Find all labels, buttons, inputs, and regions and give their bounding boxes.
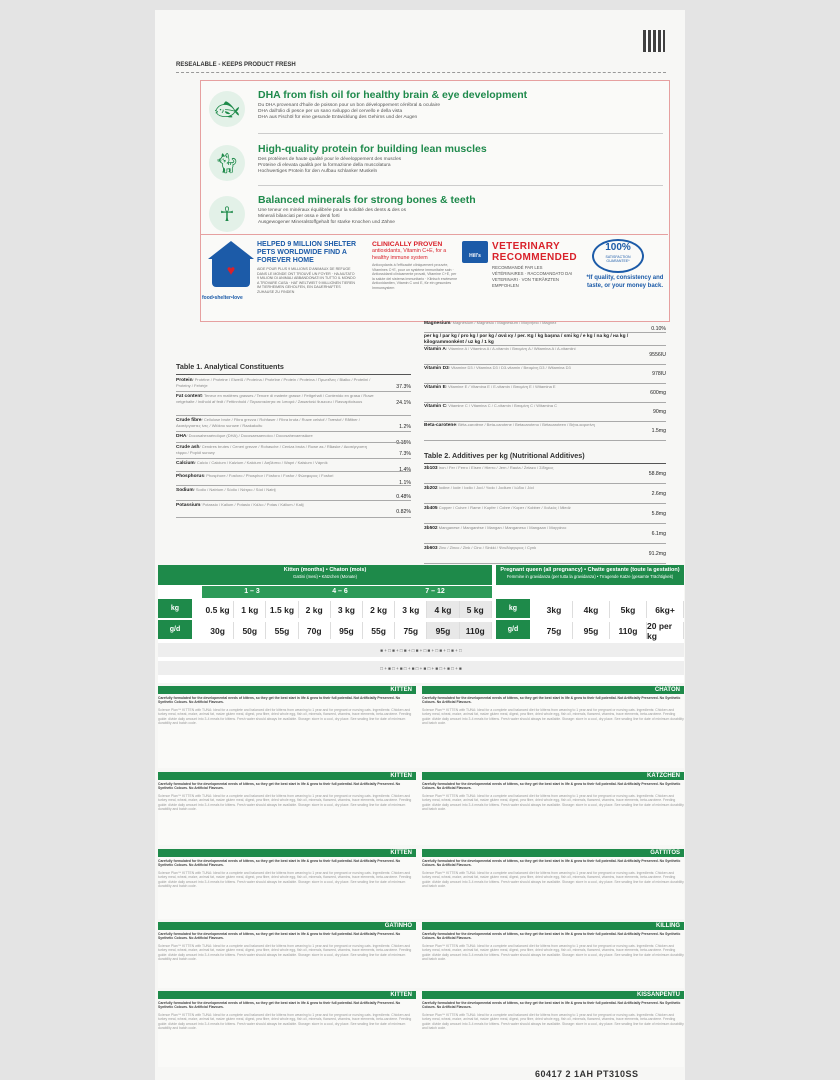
section-body: Science Plan™ KITTEN with TUNA: Ideal for a complete and balanced diet for kittens from weaning to 1 year and for pregnant or nursing cats. Ingredients: Chicken and turkey meal, wheat, maize, animal fat, maize gluten meal, digest, pea fibre, dried whole egg, fish oil, minerals, flaxseed, vitamins, trace elements, beta-carotene. Feeding guide: divide daily amount into 3-4 meals for kittens. Fresh water should always be available. Storage: store in a cool, dry place. See sealing line for date of minimum durability and batch code. (158, 708, 412, 726)
section-bar-left: KITTEN (158, 991, 416, 999)
vitamin-name: Vitamin A (424, 347, 446, 352)
heart-icon: ♥ (226, 262, 236, 278)
constituent-translations: / Docosahexaénoïque (DHA) / Docosaesaenoico / Docosahexaensäure (186, 433, 313, 438)
additive-code: 3b202 (424, 486, 438, 491)
constituent-row (176, 393, 411, 415)
constituent-translations: / Teneur en matières grasses / Tenore di materie grasse / Fettgehalt / Contenido en grasa / Ruwe vetgehalte / Indhold af fedt / Fettinnhold / Περιεκτικότητα σε λιπαρά / Zawartość tłuszczu / Rasvapitoisuus (176, 393, 374, 405)
additive-label (424, 465, 629, 471)
kitten-weight-cell: 1 kg (234, 601, 266, 618)
section-bar-left: KITTEN (158, 772, 416, 780)
cat-weight-icon: kg (496, 599, 530, 618)
constituent-row (176, 417, 411, 431)
intro-text: Carefully formulated for the developmental needs of kittens, so they get the best start in life & grow to their full potential. Not Artificially Preserved. No Synthetic Colours. No Artificial Flavours. (422, 859, 681, 868)
vitamin-row (424, 384, 666, 402)
cat-icon: 🐈︎ (209, 145, 245, 181)
constituent-value: 0.15% (396, 440, 411, 446)
additive-name: Copper / Cuivre / Rame / Kupfer / Cobre / Koper / Kobber / Χαλκός / Miedź (438, 505, 571, 510)
section-intro (422, 932, 684, 942)
benefit-protein (201, 137, 669, 189)
kitten-amount-cell: 55g (363, 622, 395, 639)
vet-heading: VETERINARY RECOMMENDED (492, 241, 577, 263)
hills-logo: Hill's (462, 241, 488, 263)
helped-pets-translations: AIDE POUR PLUS 9 MILLIONS D'ANIMAUX DE REFUGE DANS LE MONDE ONT TROUVÉ UN FOYER · HA AIUTATO 9 MILIONI DI ANIMALI ABBANDONATI IN TUTTO IL MONDO A TROVARE CASA · HAT WELTWEIT 9 MILLIONEN TIEREN IM TIERHEIMEN GEHOLFEN, EIN DAUERHAFTES ZUHAUSE ZU FINDEN (257, 267, 356, 294)
kitten-weight-cell: 0.5 kg (202, 601, 234, 618)
additive-row (424, 465, 666, 483)
constituent-name: Potassium (176, 503, 201, 508)
kitten-header: Kitten (months) • Chaton (mois) Gattini (mesi) • Kätzchen (Monate) (158, 565, 492, 585)
feeding-guide (158, 565, 684, 683)
vitamin-label (424, 384, 629, 390)
fish-icon: 🐟︎ (209, 91, 245, 127)
clinical-subheading: antioxidants, Vitamin C+E, for a healthy immune system (372, 248, 447, 261)
vitamin-row (424, 365, 666, 383)
constituent-label (176, 417, 376, 429)
pregnant-weight-cell: 6kg+ (647, 601, 684, 618)
constituent-label (176, 393, 376, 405)
clinically-proven-badge (372, 241, 458, 291)
vitamin-name: Vitamin D3 (424, 366, 449, 371)
vitamin-label (424, 333, 629, 346)
vitamin-label (424, 346, 629, 352)
badges-row (200, 234, 668, 321)
vitamin-label (424, 403, 629, 409)
kitten-amount-cell: 75g (395, 622, 427, 639)
constituent-translations: / Potassio / Kalium / Potasio / Κάλιο / Potas / Kálium / Kalij (200, 502, 304, 507)
section-intro (422, 1001, 684, 1011)
additive-value: 2.6mg (651, 491, 666, 497)
row-line (176, 517, 411, 518)
vitamin-translations: / Vitamine A / Vitamina A / A-vitamin / Βιταμίνη A / Witamina A / A-vitamiini (445, 346, 576, 351)
benefit-line: Une teneur en minéraux équilibrée pour la solidité des dents & des os (258, 208, 406, 213)
kitten-amount-cell: 95g (427, 622, 459, 639)
additive-code: 3b103 (424, 466, 438, 471)
constituent-name: Crude fibre (176, 418, 202, 423)
additive-value: 6.1mg (651, 531, 666, 537)
shelter-house-icon (208, 241, 254, 291)
constituent-name: Sodium (176, 488, 194, 493)
constituent-name: Protein (176, 378, 193, 383)
constituent-value: 1.1% (399, 480, 411, 486)
kitten-weight-cell: 3 kg (331, 601, 363, 618)
range-label: 7 – 12 (378, 586, 492, 598)
section-body: Science Plan™ KITTEN with TUNA: Ideal for a complete and balanced diet for kittens from weaning to 1 year and for pregnant or nursing cats. Ingredients: Chicken and turkey meal, wheat, maize, animal fat, maize gluten meal, digest, pea fibre, dried whole egg, fish oil, minerals, flaxseed, vitamins, trace elements, beta-carotene. Feeding guide: divide daily amount into 3-4 meals for kittens. Fresh water should always be available. Storage: store in a cool, dry place. See sealing line for date of minimum durability and batch code. (422, 708, 684, 726)
benefit-line: Hochwertiges Protein für den Aufbau schlanker Muskeln (258, 169, 378, 174)
intro-text: Carefully formulated for the developmental needs of kittens, so they get the best start in life & grow to their full potential. Not Artificially Preserved. No Synthetic Colours. No Artificial Flavours. (422, 932, 681, 941)
benefit-title: DHA from fish oil for healthy brain & eye development (258, 89, 528, 101)
additive-value: 5.8mg (651, 511, 666, 517)
benefit-line: DHA dall'olio di pesce per un sano sviluppo del cervello e della vista (258, 109, 403, 114)
range-label: 1 – 3 (202, 586, 302, 598)
row-line (176, 471, 411, 472)
constituent-value: 7.3% (399, 451, 411, 457)
intro-text: Carefully formulated for the developmental needs of kittens, so they get the best start in life & grow to their full potential. Not Artificially Preserved. No Synthetic Colours. No Artificial Flavours. (422, 696, 681, 705)
row-line (176, 442, 411, 443)
vitamin-value: 0.10% (651, 326, 666, 332)
vitamin-label (424, 422, 629, 428)
vitamin-translations: / Vitamine D3 / Vitamina D3 / D3-vitamin / Βιταμίνη D3 / Witamina D3 (448, 365, 571, 370)
language-section (158, 991, 684, 1067)
constituent-row (176, 473, 411, 485)
kitten-amount-cell: 95g (331, 622, 363, 639)
row-line (424, 543, 666, 544)
range-label: 4 – 6 (302, 586, 378, 598)
row-line (424, 523, 666, 524)
kitten-weight-cell: 5 kg (460, 601, 492, 618)
benefit-line: DHA aus Fischöl für eine gesunde Entwicklung des Gehirns und der Augen (258, 115, 418, 120)
constituent-translations: / Calcio / Calcium / Kalzium / Kalcium / Ασβέστιο / Wapń / Kalsium / Vápník (194, 460, 328, 465)
vitamin-value: 9556IU (649, 352, 666, 358)
section-body: Science Plan™ KITTEN with TUNA: Ideal for a complete and balanced diet for kittens from weaning to 1 year and for pregnant or nursing cats. Ingredients: Chicken and turkey meal, wheat, maize, animal fat, maize gluten meal, digest, pea fibre, dried whole egg, fish oil, minerals, flaxseed, vitamins, trace elements, beta-carotene. Feeding guide: divide daily amount into 3-4 meals for kittens. Fresh water should always be available. Storage: store in a cool, dry place. See sealing line for date of minimum durability and batch code. (158, 871, 412, 889)
constituent-label (176, 487, 376, 493)
vitamin-value: 978IU (652, 371, 666, 377)
section-intro (158, 696, 416, 706)
vet-recommended-badge (492, 241, 577, 289)
language-section (158, 772, 684, 845)
vitamin-row (424, 346, 666, 364)
vitamin-label (424, 365, 629, 371)
vitamin-value: 600mg (650, 390, 666, 396)
intro-text: Carefully formulated for the developmental needs of kittens, so they get the best start in life & grow to their full potential. Not Artificially Preserved. No Synthetic Colours. No Artificial Flavours. (422, 782, 681, 791)
constituent-name: Calcium (176, 461, 195, 466)
cat-weight-icon: kg (158, 599, 192, 618)
benefit-line: Ausgewogener Mineralstoffgehalt für starke Knochen und Zähne (258, 220, 395, 225)
seal-percent: 100% (605, 242, 631, 253)
section-bar-right: KÄTZCHEN (422, 772, 684, 780)
vitamin-value: 90mg (653, 409, 666, 415)
language-section (158, 849, 684, 919)
row-line (424, 563, 666, 564)
pregnant-amount-cell: 95g (573, 622, 610, 639)
constituent-label (176, 460, 376, 466)
row-line (176, 431, 411, 432)
constituent-label (176, 377, 376, 389)
constituent-name: Phosphorus (176, 474, 204, 479)
constituent-row (176, 433, 411, 446)
section-bar-right: KILLING (422, 922, 684, 930)
constituent-label (176, 444, 376, 456)
constituent-value: 0.48% (396, 494, 411, 500)
row-line (176, 458, 411, 459)
intro-text: Carefully formulated for the developmental needs of kittens, so they get the best start in life & grow to their full potential. Not Artificially Preserved. No Synthetic Colours. No Artificial Flavours. (158, 782, 401, 791)
vitamin-row (424, 422, 666, 440)
divider (258, 185, 663, 186)
section-bar-left: GATINHO (158, 922, 416, 930)
kitten-amount-cell: 50g (234, 622, 266, 639)
reseal-line (176, 72, 666, 73)
reseal-notice: RESEALABLE - KEEPS PRODUCT FRESH (176, 62, 296, 68)
constituent-row (176, 502, 411, 517)
additive-code: 3b405 (424, 506, 438, 511)
constituent-translations: / Phosphore / Fosforo / Phosphor / Fósforo / Fosfor / Φώσφορος / Fosfori (203, 473, 334, 478)
feeding-mix-row: ■ + □ ■ + □ ■ + □ ■ + □ ■ + □ ■ + □ ■ + □ (158, 643, 684, 657)
kitten-weight-cell: 2 kg (363, 601, 395, 618)
section-intro (158, 859, 416, 869)
row-line (176, 391, 411, 392)
additive-label (424, 485, 629, 491)
benefit-line: Minerali bilanciati per ossa e denti forti (258, 214, 340, 219)
pregnant-amount-cell: 20 per kg (647, 622, 684, 639)
guarantee-text: *If quality, consistency and taste, or your money back. (586, 275, 664, 289)
additive-name: Iodine / Iode / Iodio / Jod / Yodo / Jodium / Ιώδιο / Jód (438, 485, 534, 490)
table2-title: Table 2. Additives per kg (Nutritional Additives) (424, 451, 666, 464)
constituent-name: DHA (176, 434, 187, 439)
row-line (424, 440, 666, 441)
additive-name: Iron / Fer / Ferro / Eisen / Hierro / Jern / Rauta / Żelazo / Σίδηρος (438, 465, 554, 470)
constituent-row (176, 377, 411, 391)
vitamin-translations: / Magnésium / Magnesio / Magnesium / Μαγνήσιο / Magnez (450, 320, 557, 325)
additive-row (424, 525, 666, 543)
pregnant-weight-cell: 4kg (573, 601, 610, 618)
satisfaction-seal (592, 239, 644, 273)
kitten-amount-cell: 70g (299, 622, 331, 639)
section-intro (422, 859, 684, 869)
constituent-value: 0.82% (396, 509, 411, 515)
constituent-row (176, 487, 411, 500)
constituent-value: 1.4% (399, 467, 411, 473)
intro-text: Carefully formulated for the developmental needs of kittens, so they get the best start in life & grow to their full potential. Not Artificially Preserved. No Synthetic Colours. No Artificial Flavours. (158, 932, 401, 941)
intro-text: Carefully formulated for the developmental needs of kittens, so they get the best start in life & grow to their full potential. Not Artificially Preserved. No Synthetic Colours. No Artificial Flavours. (158, 696, 401, 705)
section-bar-right: KISSANPENTU (422, 991, 684, 999)
vitamin-row (424, 320, 666, 332)
constituent-value: 1.2% (399, 424, 411, 430)
vitamin-row (424, 403, 666, 421)
food-shelter-love-logo: food•shelter•love (202, 295, 243, 301)
additive-value: 91.2mg (648, 551, 666, 557)
vitamin-name: per kg / par kg / pro kg / por kg / ανά κγ / per. Kg / kg başına / smi kg / e kg / na kg / на kg / kilogrammonként / uz kg / 1 kg (424, 334, 629, 346)
row-line (176, 415, 411, 416)
kitten-weight-cell: 4 kg (427, 601, 459, 618)
kitten-amount-cell: 55g (266, 622, 298, 639)
constituent-label (176, 473, 376, 479)
intro-text: Carefully formulated for the developmental needs of kittens, so they get the best start in life & grow to their full potential. Not Artificially Preserved. No Synthetic Colours. No Artificial Flavours. (422, 1001, 681, 1010)
vitamin-name: Vitamin E (424, 385, 446, 390)
additive-label (424, 505, 629, 511)
vitamin-translations: / Vitamine C / Vitamina C / C-vitamin / Βιταμίνη C / Witamina C (446, 403, 557, 408)
language-section (158, 922, 684, 988)
vitamin-value: 1.5mg (651, 428, 666, 434)
additive-name: Manganese / Manganèse / Mangan / Manganeso / Mangaan / Μαγγάνιο (438, 525, 567, 530)
section-bar-right: GATTITOS (422, 849, 684, 857)
additive-row (424, 505, 666, 523)
constituent-name: Fat content (176, 394, 202, 399)
constituent-translations: / Sodio / Natrium / Sódio / Νάτριο / Sód / Natrij (193, 487, 276, 492)
constituent-row (176, 460, 411, 471)
kitten-weight-cell: 1.5 kg (266, 601, 298, 618)
row-line (176, 485, 411, 486)
additive-label (424, 525, 629, 531)
seal-text: SATISFACTION GUARANTEE* (605, 255, 631, 263)
intro-text: Carefully formulated for the developmental needs of kittens, so they get the best start in life & grow to their full potential. Not Artificially Preserved. No Synthetic Colours. No Artificial Flavours. (158, 1001, 401, 1010)
additive-name: Zinc / Zinco / Zink / Cinc / Sinkki / Ψευδάργυρος / Cynk (438, 545, 537, 550)
constituent-row (176, 444, 411, 458)
section-body: Science Plan™ KITTEN with TUNA: Ideal for a complete and balanced diet for kittens from weaning to 1 year and for pregnant or nursing cats. Ingredients: Chicken and turkey meal, wheat, maize, animal fat, maize gluten meal, digest, pea fibre, dried whole egg, fish oil, minerals, flaxseed, vitamins, trace elements, beta-carotene. Feeding guide: divide daily amount into 3-4 meals for kittens. Fresh water should always be available. Storage: store in a cool, dry place. See sealing line for date of minimum durability and batch code. (422, 871, 684, 889)
vitamin-translations: / Vitamine E / Vitamina E / E-vitamin / Βιταμίνη E / Witamina E (445, 384, 556, 389)
section-bar-left: KITTEN (158, 686, 416, 694)
bowl-icon: g/d (496, 620, 530, 639)
row-line (176, 500, 411, 501)
clinical-heading: CLINICALLY PROVEN (372, 241, 443, 248)
benefit-line: Proteine di elevata qualità per la formazione della muscolatura (258, 163, 391, 168)
kitten-amount-cell: 30g (202, 622, 234, 639)
row-line (424, 483, 666, 484)
section-intro (158, 932, 416, 942)
table1-title: Table 1. Analytical Constituents (176, 362, 411, 375)
benefit-line: Des protéines de haute qualité pour le développement des muscles (258, 157, 402, 162)
section-body: Science Plan™ KITTEN with TUNA: Ideal for a complete and balanced diet for kittens from weaning to 1 year and for pregnant or nursing cats. Ingredients: Chicken and turkey meal, wheat, maize, animal fat, maize gluten meal, digest, pea fibre, dried whole egg, fish oil, minerals, flaxseed, vitamins, trace elements, beta-carotene. Feeding guide: divide daily amount into 3-4 meals for kittens. Fresh water should always be available. Storage: store in a cool, dry place. See sealing line for date of minimum durability and batch code. (422, 794, 684, 812)
section-intro (422, 782, 684, 792)
batch-code: 60417 2 1AH PT310SS (535, 1069, 639, 1079)
clinical-translations: Antioxydants à l'efficacité cliniquement prouvée, Vitamines C+E, pour un système immunitaire sain · Antiossidanti clinicamente provati, Vitamine C+E, per la salute del sistema immunitario · Klinisch erwiesene Antioxidantien, Vitamin C und E, für ein gesundes Immunsystem (372, 263, 458, 290)
helped-pets-heading: HELPED 9 MILLION SHELTER PETS WORLDWIDE FIND A FOREVER HOME (257, 241, 357, 264)
constituent-name: Crude ash (176, 445, 200, 450)
section-body: Science Plan™ KITTEN with TUNA: Ideal for a complete and balanced diet for kittens from weaning to 1 year and for pregnant or nursing cats. Ingredients: Chicken and turkey meal, wheat, maize, animal fat, maize gluten meal, digest, pea fibre, dried whole egg, fish oil, minerals, flaxseed, vitamins, trace elements, beta-carotene. Feeding guide: divide daily amount into 3-4 meals for kittens. Fresh water should always be available. Storage: store in a cool, dry place. See sealing line for date of minimum durability and batch code. (158, 1013, 412, 1031)
vitamin-translations: / Bêta-carotène / Beta-carotene / Betacaroteno / Bètacaroteen / Βήτα-καροτίνη (456, 422, 595, 427)
additive-code: 3b603 (424, 546, 438, 551)
row-line (424, 503, 666, 504)
vet-translations: RECOMMANDÉ PAR LES VÉTÉRINAIRES · RACCOMANDATO DAI VETERINARI · VON TIERÄRZTEN EMPFOHLEN (492, 265, 573, 288)
section-body: Science Plan™ KITTEN with TUNA: Ideal for a complete and balanced diet for kittens from weaning to 1 year and for pregnant or nursing cats. Ingredients: Chicken and turkey meal, wheat, maize, animal fat, maize gluten meal, digest, pea fibre, dried whole egg, fish oil, minerals, flaxseed, vitamins, trace elements, beta-carotene. Feeding guide: divide daily amount into 3-4 meals for kittens. Fresh water should always be available. Storage: store in a cool, dry place. See sealing line for date of minimum durability and batch code. (158, 794, 412, 812)
benefit-line: Du DHA provenant d'huile de poisson pour un bon développement cérébral & oculaire (258, 103, 440, 108)
pregnant-amount-cell: 75g (536, 622, 573, 639)
section-body: Science Plan™ KITTEN with TUNA: Ideal for a complete and balanced diet for kittens from weaning to 1 year and for pregnant or nursing cats. Ingredients: Chicken and turkey meal, wheat, maize, animal fat, maize gluten meal, digest, pea fibre, dried whole egg, fish oil, minerals, flaxseed, vitamins, trace elements, beta-carotene. Feeding guide: divide daily amount into 3-4 meals for kittens. Fresh water should always be available. Storage: store in a cool, dry place. See sealing line for date of minimum durability and batch code. (158, 944, 412, 962)
language-section (158, 686, 684, 768)
benefit-title: Balanced minerals for strong bones & teeth (258, 194, 476, 206)
section-intro (158, 1001, 416, 1011)
intro-text: Carefully formulated for the developmental needs of kittens, so they get the best start in life & grow to their full potential. Not Artificially Preserved. No Synthetic Colours. No Artificial Flavours. (158, 859, 401, 868)
vitamin-row (424, 333, 666, 345)
kitten-weight-cell: 3 kg (395, 601, 427, 618)
additive-row (424, 485, 666, 503)
kitten-weight-cell: 2 kg (299, 601, 331, 618)
section-bar-left: KITTEN (158, 849, 416, 857)
vitamin-name: Magnesium (424, 321, 451, 326)
constituent-value: 37.3% (396, 384, 411, 390)
vitamin-name: Beta-carotene (424, 423, 456, 428)
vitamin-name: Vitamin C (424, 404, 447, 409)
additive-code: 3b502 (424, 526, 438, 531)
bone-icon: ☥ (209, 196, 245, 232)
additive-label (424, 545, 629, 551)
section-bar-right: CHATON (422, 686, 684, 694)
pregnant-weight-cell: 5kg (610, 601, 647, 618)
section-body: Science Plan™ KITTEN with TUNA: Ideal for a complete and balanced diet for kittens from weaning to 1 year and for pregnant or nursing cats. Ingredients: Chicken and turkey meal, wheat, maize, animal fat, maize gluten meal, digest, pea fibre, dried whole egg, fish oil, minerals, flaxseed, vitamins, trace elements, beta-carotene. Feeding guide: divide daily amount into 3-4 meals for kittens. Fresh water should always be available. Storage: store in a cool, dry place. See sealing line for date of minimum durability and batch code. (422, 1013, 684, 1031)
additive-row (424, 545, 666, 563)
constituent-label (176, 502, 376, 508)
qr-code-icon (643, 30, 665, 52)
additive-value: 58.8mg (648, 471, 666, 477)
divider (258, 133, 663, 134)
section-body: Science Plan™ KITTEN with TUNA: Ideal for a complete and balanced diet for kittens from weaning to 1 year and for pregnant or nursing cats. Ingredients: Chicken and turkey meal, wheat, maize, animal fat, maize gluten meal, digest, pea fibre, dried whole egg, fish oil, minerals, flaxseed, vitamins, trace elements, beta-carotene. Feeding guide: divide daily amount into 3-4 meals for kittens. Fresh water should always be available. Storage: store in a cool, dry place. See sealing line for date of minimum durability and batch code. (422, 944, 684, 962)
constituent-label (176, 433, 376, 439)
benefit-minerals (201, 188, 669, 240)
constituent-value: 24.1% (396, 400, 411, 406)
section-intro (422, 696, 684, 706)
benefit-dha (201, 83, 669, 135)
pregnant-header: Pregnant queen (all pregnancy) • Chatte gestante (toute la gestation) Femmine in gravidanza (per tutta la gravidanza) • Trragende Katze (gesamte Trächtigkeit) (496, 565, 684, 585)
feeding-mix-row: □ + ■ □ + ■ □ + ■ □ + ■ □ + ■ □ + ■ □ + ■ (158, 661, 684, 675)
kitten-amount-cell: 110g (460, 622, 492, 639)
vitamin-label (424, 320, 629, 326)
constituent-translations: / Protéine / Proteine / Eiweiß / Proteína / Proteïne / Protein / Proteína / Πρωτεΐνες / Białko / Proteiini / Proteiny / Fehérje (176, 377, 371, 389)
bowl-icon: g/d (158, 620, 192, 639)
constituent-translations: / Cendres brutes / Ceneri grezze / Rohasche / Ceniza bruta / Ruwe as / Råaske / Ακατέργαστη τέφρα / Popiół surowy (176, 444, 367, 456)
constituent-translations: / Cellulose brute / Fibra grezza / Rohfaser / Fibra bruta / Ruwe celstof / Træstof / Råfiber / Ακατέργαστες ίνες / Włókno surowe / Raakakuitu (176, 417, 360, 429)
pregnant-weight-cell: 3kg (536, 601, 573, 618)
benefit-title: High-quality protein for building lean muscles (258, 143, 487, 155)
pregnant-amount-cell: 110g (610, 622, 647, 639)
section-intro (158, 782, 416, 792)
